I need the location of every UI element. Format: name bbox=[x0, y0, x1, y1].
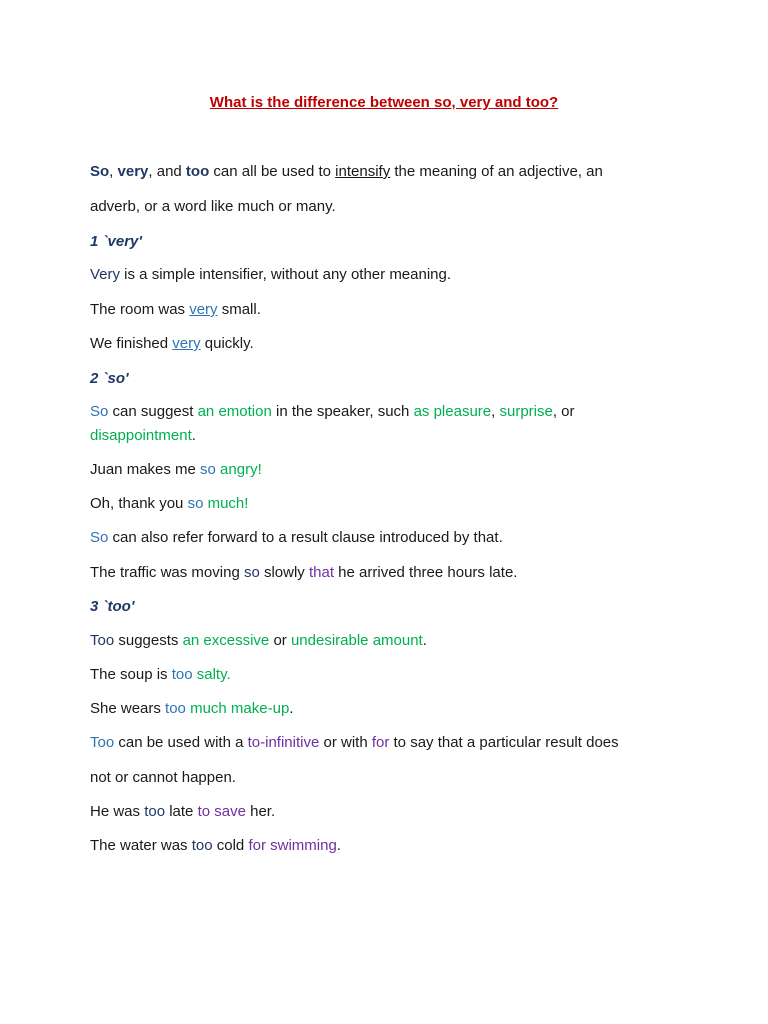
too-definition: Too suggests an excessive or undesirable amount. bbox=[90, 632, 427, 649]
too-example-3: He was too late to save her. bbox=[90, 803, 276, 820]
so-definition-line-1: So can suggest an emotion in the speaker, such as pleasure, surprise, or bbox=[90, 403, 575, 420]
word-intensify: intensify bbox=[335, 163, 391, 180]
intro-line-1: So, very, and too can all be used to intensify the meaning of an adjective, an bbox=[90, 163, 603, 180]
so-example-2: Oh, thank you so much! bbox=[90, 495, 249, 512]
too-definition-2-line-1: Too can be used with a to-infinitive or with for to say that a particular result does bbox=[90, 734, 619, 751]
so-example-1: Juan makes me so angry! bbox=[90, 461, 262, 478]
page-title: What is the difference between so, very and too? bbox=[209, 94, 559, 111]
section-heading-so: 2 `so' bbox=[90, 370, 129, 387]
word-very: very bbox=[117, 163, 149, 180]
so-example-3: The traffic was moving so slowly that he arrived three hours late. bbox=[90, 564, 518, 581]
word-so: So bbox=[90, 163, 110, 180]
too-example-4: The water was too cold for swimming. bbox=[90, 837, 341, 854]
section-heading-too: 3 `too' bbox=[90, 598, 135, 615]
very-example-2: We finished very quickly. bbox=[90, 335, 254, 352]
so-definition-2: So can also refer forward to a result clause introduced by that. bbox=[90, 529, 503, 546]
very-definition: Very is a simple intensifier, without any other meaning. bbox=[90, 266, 452, 283]
very-link[interactable]: very bbox=[189, 301, 218, 318]
too-example-2: She wears too much make-up. bbox=[90, 700, 294, 717]
too-definition-2-line-2: not or cannot happen. bbox=[90, 769, 236, 786]
so-definition-line-2: disappointment. bbox=[90, 427, 196, 444]
section-heading-very: 1 `very' bbox=[90, 233, 142, 250]
very-example-1: The room was very small. bbox=[90, 301, 261, 318]
word-too: too bbox=[185, 163, 210, 180]
very-link[interactable]: very bbox=[172, 335, 201, 352]
intro-line-2: adverb, or a word like much or many. bbox=[90, 198, 336, 215]
too-example-1: The soup is too salty. bbox=[90, 666, 231, 683]
